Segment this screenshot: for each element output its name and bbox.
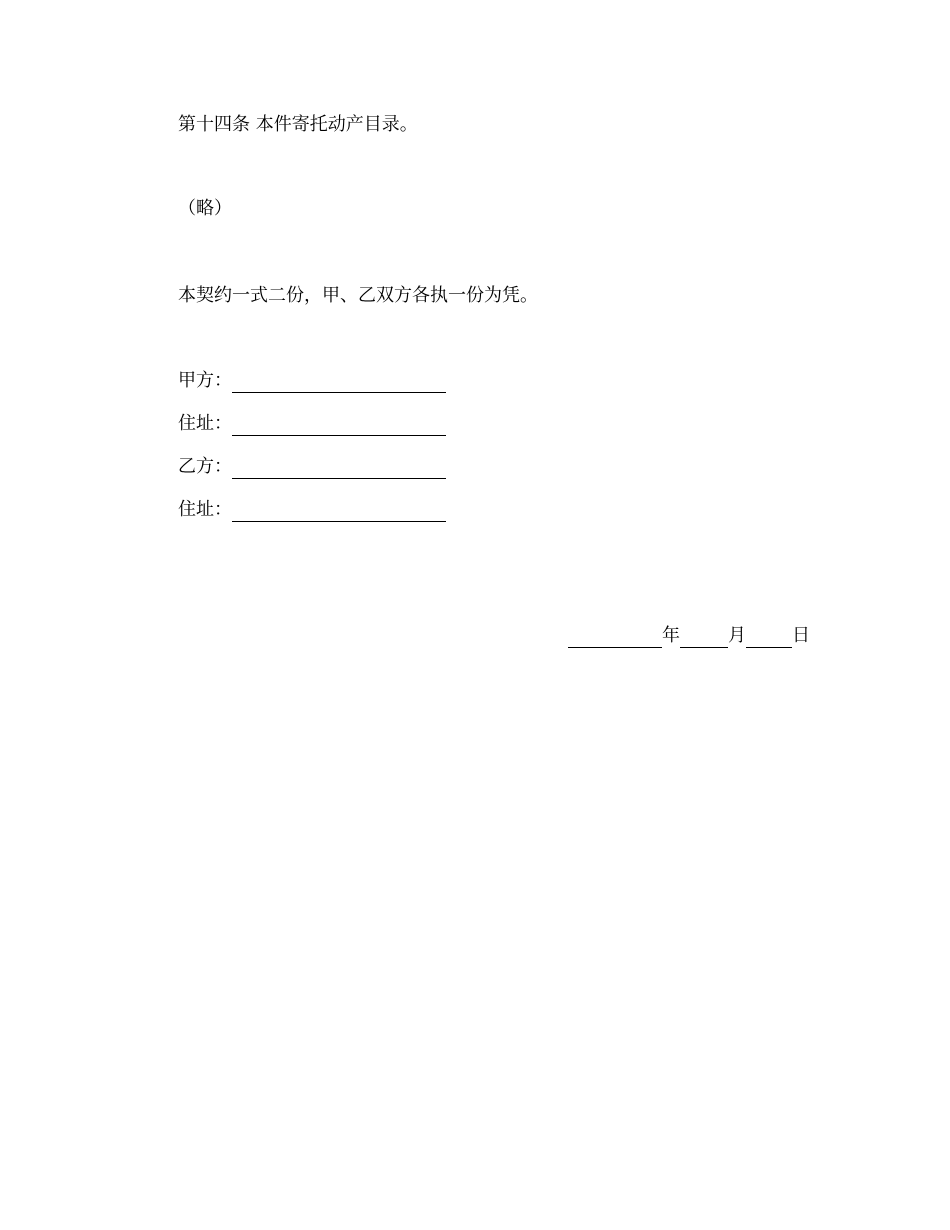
party-a-signature-row — [178, 367, 446, 393]
copies-clause: 本契约一式二份，甲、乙双方各执一份为凭。 — [178, 285, 538, 306]
date-row — [568, 622, 810, 648]
party-a-label: 甲方： — [178, 370, 232, 391]
party-a-address-blank[interactable] — [232, 417, 446, 436]
party-b-blank[interactable] — [232, 460, 446, 479]
party-b-address-row — [178, 496, 446, 522]
party-a-address-label: 住址： — [178, 413, 232, 434]
party-a-blank[interactable] — [232, 374, 446, 393]
month-label: 月 — [728, 625, 746, 646]
inventory-omitted-note: （略） — [178, 198, 232, 219]
party-b-address-blank[interactable] — [232, 503, 446, 522]
year-blank[interactable] — [568, 629, 662, 648]
party-a-address-row — [178, 410, 446, 436]
day-blank[interactable] — [746, 629, 792, 648]
party-b-address-label: 住址： — [178, 499, 232, 520]
party-b-signature-row — [178, 453, 446, 479]
article-14-title: 第十四条 本件寄托动产目录。 — [178, 114, 418, 135]
month-blank[interactable] — [680, 629, 728, 648]
year-label: 年 — [662, 625, 680, 646]
party-b-label: 乙方： — [178, 456, 232, 477]
day-label: 日 — [792, 625, 810, 646]
